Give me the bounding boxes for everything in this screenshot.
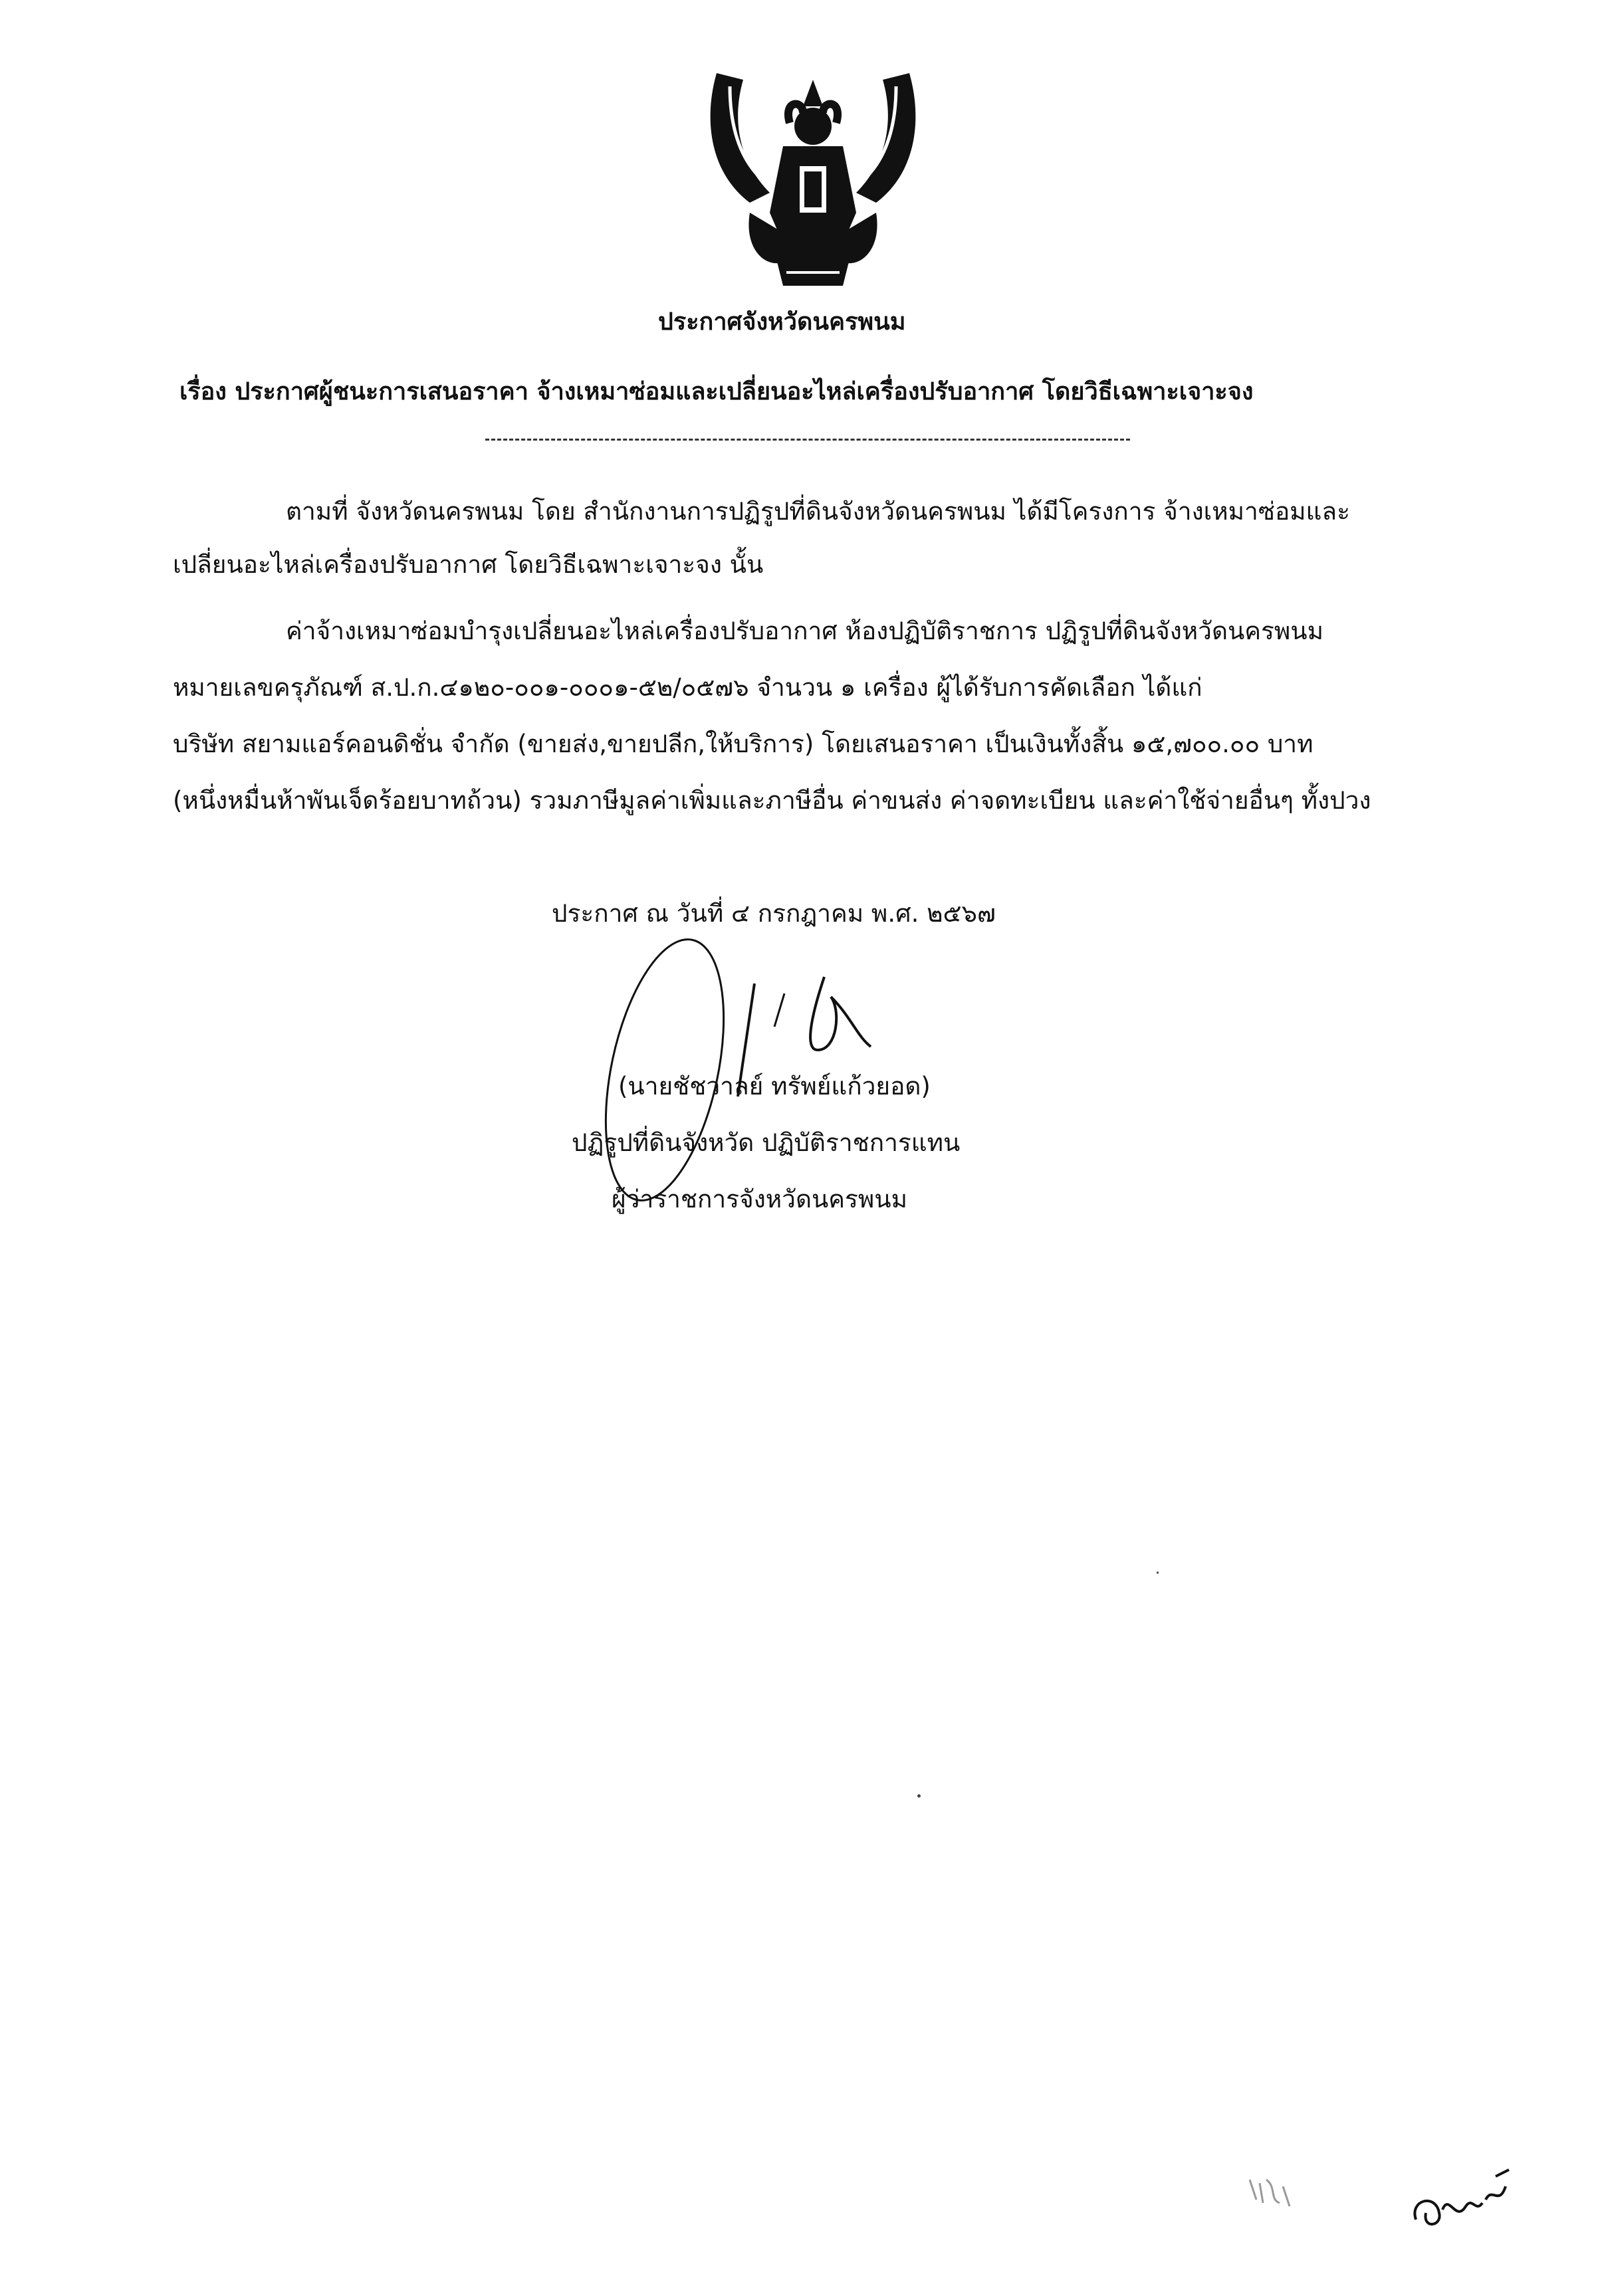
paragraph-2-line-1: ค่าจ้างเหมาซ่อมบำรุงเปลี่ยนอะไหล่เครื่องปรับอากาศ ห้องปฏิบัติราชการ ปฏิรูปที่ดินจังหวัดนครพนม [286, 617, 1323, 645]
signer-position-2: ผู้ว่าราชการจังหวัดนครพนม [612, 1185, 907, 1213]
paragraph-2-line-2: หมายเลขครุภัณฑ์ ส.ป.ก.๔๑๒๐-๐๐๑-๐๐๐๑-๕๒/๐๕๗๖ จำนวน ๑ เครื่อง ผู้ได้รับการคัดเลือก ได้แก่ [173, 673, 1203, 702]
announcement-date: ประกาศ ณ วันที่ ๔ กรกฎาคม พ.ศ. ๒๕๖๗ [552, 899, 996, 928]
paragraph-2-line-4: (หนึ่งหมื่นห้าพันเจ็ดร้อยบาทถ้วน) รวมภาษีมูลค่าเพิ่มและภาษีอื่น ค่าขนส่ง ค่าจดทะเบียน และค่าใช้จ่ายอื่นๆ ทั้งปวง [173, 786, 1371, 815]
signer-position-1: ปฏิรูปที่ดินจังหวัด ปฏิบัติราชการแทน [572, 1128, 961, 1157]
document-title: ประกาศจังหวัดนครพนม [658, 308, 906, 336]
title-divider [485, 439, 1130, 441]
smudge-mark-icon [1243, 2173, 1296, 2213]
handwritten-initials-icon [1403, 2160, 1516, 2240]
garuda-emblem-icon [703, 60, 923, 289]
scan-speck [917, 1794, 921, 1798]
signer-name: (นายชัชวาลย์ ทรัพย์แก้วยอด) [618, 1072, 931, 1100]
document-subject: เรื่อง ประกาศผู้ชนะการเสนอราคา จ้างเหมาซ่อมและเปลี่ยนอะไหล่เครื่องปรับอากาศ โดยวิธีเฉพาะเจาะจง [179, 378, 1254, 405]
paragraph-1-line-2: เปลี่ยนอะไหล่เครื่องปรับอากาศ โดยวิธีเฉพาะเจาะจง นั้น [173, 550, 764, 579]
paragraph-2-line-3: บริษัท สยามแอร์คอนดิชั่น จำกัด (ขายส่ง,ขายปลีก,ให้บริการ) โดยเสนอราคา เป็นเงินทั้งสิ้น ๑๕,๗๐๐.๐๐ บาท [173, 730, 1314, 758]
scan-speck [1157, 1572, 1159, 1574]
paragraph-1-line-1: ตามที่ จังหวัดนครพนม โดย สำนักงานการปฏิรูปที่ดินจังหวัดนครพนม ได้มีโครงการ จ้างเหมาซ่อมและ [286, 497, 1350, 526]
